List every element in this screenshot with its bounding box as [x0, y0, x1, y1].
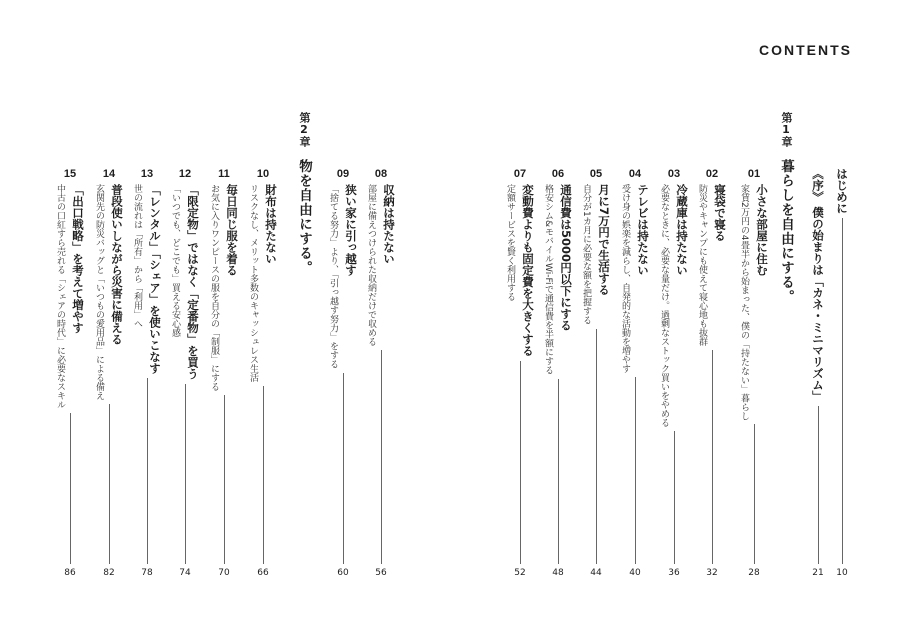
entry-title: 《序》 僕の始まりは「カネ・ミニマリズム」 [811, 168, 825, 403]
chapter-mark: 章 [780, 136, 792, 147]
toc-entry-prologue[interactable] [810, 168, 826, 578]
leader-line [147, 378, 148, 564]
entry-number: 12 [178, 168, 192, 180]
chapter-1-heading [776, 112, 796, 304]
page-number: 10 [836, 568, 848, 578]
page-number: 28 [748, 568, 760, 578]
leader-line [674, 431, 675, 564]
entry-number: 07 [513, 168, 527, 180]
entry-title: 月に7万円で生活する [597, 184, 611, 296]
entry-title: 狭い家に引っ越す [344, 184, 358, 276]
leader-line [381, 350, 382, 564]
page-number: 74 [179, 568, 191, 578]
chapter-title: 暮らしを自由にする。 [778, 159, 794, 304]
toc-entry-15[interactable] [54, 168, 86, 578]
entry-number: 01 [747, 168, 761, 180]
page-number: 21 [812, 568, 824, 578]
toc-entry-04[interactable] [619, 168, 651, 578]
entry-number: 08 [374, 168, 388, 180]
entry-subtitle: 家賃2万円の4畳半から始まった、僕の「持たない」暮らし [739, 184, 749, 421]
page-number: 52 [514, 568, 526, 578]
toc-entry-05[interactable] [580, 168, 612, 578]
leader-line [596, 329, 597, 564]
chapter-2-heading [294, 112, 314, 275]
toc-entry-03[interactable] [658, 168, 690, 578]
page-number: 86 [64, 568, 76, 578]
chapter-title: 物を自由にする。 [296, 159, 312, 275]
entry-title: はじめに [835, 168, 849, 214]
entry-title: 財布は持たない [264, 184, 278, 265]
entry-number: 13 [140, 168, 154, 180]
leader-line [109, 404, 110, 564]
entry-subtitle: 「いつでも、どこでも」買える安心感 [170, 184, 180, 337]
entry-title: 小さな部屋に住む [755, 184, 769, 276]
leader-line [712, 350, 713, 564]
entry-number: 04 [628, 168, 642, 180]
entry-subtitle: 必要なときに、必要な量だけ。過剰なストック買いをやめる [659, 184, 669, 427]
chapter-number: 1 [782, 123, 790, 136]
chapter-label: 第 [298, 112, 310, 123]
leader-line [635, 377, 636, 564]
toc-entry-14[interactable] [93, 168, 125, 578]
toc-entry-10[interactable] [247, 168, 279, 578]
entry-number: 09 [336, 168, 350, 180]
entry-subtitle: 定額サービスを賢く利用する [505, 184, 515, 301]
leader-line [520, 361, 521, 565]
page-number: 70 [218, 568, 230, 578]
entry-title: 収納は持たない [382, 184, 396, 265]
entry-title: 通信費は5000円以下にする [559, 184, 573, 332]
toc-entry-01[interactable] [738, 168, 770, 578]
chapter-number: 2 [300, 123, 308, 136]
toc-entry-02[interactable] [696, 168, 728, 578]
toc-entry-intro[interactable] [834, 168, 850, 578]
page-number: 82 [103, 568, 115, 578]
toc-entry-08[interactable] [365, 168, 397, 578]
leader-line [263, 386, 264, 564]
toc-entry-12[interactable] [169, 168, 201, 578]
leader-line [224, 395, 225, 564]
entry-title: 「限定物」ではなく「定番物」を買う [186, 184, 200, 380]
entry-number: 15 [63, 168, 77, 180]
contents-title: CONTENTS [759, 42, 852, 58]
leader-line [558, 379, 559, 565]
entry-subtitle: リスクなし、メリット多数のキャッシュレス生活 [248, 184, 258, 382]
entry-number: 14 [102, 168, 116, 180]
entry-subtitle: 自分が1カ月に必要な額を把握する [581, 184, 591, 325]
entry-subtitle: 「捨てる努力」より、「引っ越す努力」をする [328, 184, 338, 369]
entry-subtitle: 防災やキャンプにも使えて寝心地も抜群 [697, 184, 707, 346]
leader-line [754, 424, 755, 564]
entry-number: 11 [218, 168, 230, 180]
leader-line [818, 406, 819, 564]
toc-entry-07[interactable] [504, 168, 536, 578]
chapter-mark: 章 [298, 136, 310, 147]
toc-entry-09[interactable] [327, 168, 359, 578]
entry-title: テレビは持たない [636, 184, 650, 276]
entry-subtitle: 格安シム&モバイルWi-Fiで通信費を半額にする [543, 184, 553, 375]
entry-title: 普段使いしながら災害に備える [110, 184, 124, 345]
entry-title: 毎日同じ服を着る [225, 184, 239, 276]
page-number: 40 [629, 568, 641, 578]
entry-number: 02 [705, 168, 719, 180]
page-number: 78 [141, 568, 153, 578]
entry-subtitle: 世の流れは「所有」から「利用」へ [132, 184, 142, 328]
toc-entry-11[interactable] [208, 168, 240, 578]
leader-line [842, 218, 843, 564]
chapter-label: 第 [780, 112, 792, 123]
entry-subtitle: お気に入りワンピースの服を自分の「制服」にする [209, 184, 219, 391]
toc-entry-13[interactable] [131, 168, 163, 578]
entry-number: 10 [256, 168, 270, 180]
entry-subtitle: 部屋に備えつけられた収納だけで収める [366, 184, 376, 346]
page-number: 66 [257, 568, 269, 578]
toc-entry-06[interactable] [542, 168, 574, 578]
page-number: 44 [590, 568, 602, 578]
entry-subtitle: 玄関先の防災バッグと「いつもの愛用品」による備え [94, 184, 104, 400]
entry-number: 05 [589, 168, 603, 180]
entry-title: 「出口戦略」を考えて増やす [71, 184, 85, 334]
entry-number: 03 [667, 168, 681, 180]
page-number: 32 [706, 568, 718, 578]
leader-line [70, 413, 71, 564]
leader-line [185, 384, 186, 565]
page-number: 48 [552, 568, 564, 578]
entry-subtitle: 中古の口紅すら売れる「シェアの時代」に必要なスキル [55, 184, 65, 409]
entry-title: 冷蔵庫は持たない [675, 184, 689, 276]
leader-line [343, 373, 344, 565]
page-number: 36 [668, 568, 680, 578]
entry-subtitle: 受け身の娯楽を減らし、自発的な活動を増やす [620, 184, 630, 373]
entry-title: 「レンタル」「シェア」を使いこなす [148, 184, 162, 374]
entry-title: 変動費よりも固定費を大きくする [521, 184, 535, 357]
page-number: 60 [337, 568, 349, 578]
page-number: 56 [375, 568, 387, 578]
entry-number: 06 [551, 168, 565, 180]
entry-title: 寝袋で寝る [713, 184, 727, 242]
